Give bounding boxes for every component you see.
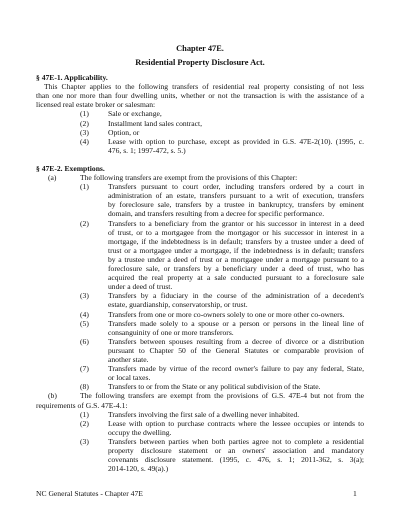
list-item-line: property disclosure statement or an owners' association and mandatory [108,446,364,455]
list-item-line: Lease with option to purchase, except as provided in G.S. 47E-2(10). (1995, c. [108,136,364,146]
list-number: (4) [80,136,89,146]
list-item-line: occupy the dwelling. [108,427,172,437]
footer-title: NC General Statutes - Chapter 47E [36,489,143,498]
list-item-line: consanguinity of one or more transferors. [108,327,234,337]
list-item-line: trust or a mortgagee under a mortgage, if the indebtedness is in default; transfers [108,245,364,255]
list-item-line: or local taxes. [108,373,151,383]
list-item-line: mortgage, if the indebtedness is in default; transfers by a trustee under a deed of [108,236,364,246]
list-item-line: Transfers pursuant to court order, including transfers ordered by a court in [108,182,364,192]
list-item-line: Lease with option to purchase contracts where the lessee occupies or intends to [108,418,364,428]
list-item-line: Transfers from one or more co-owners solely to one or more other co-owners. [108,309,345,319]
paragraph-line: The following transfers are exempt from the provisions of G.S. 47E-4 but not from the [80,391,364,401]
list-item-line: Transfers involving the first sale of a dwelling never inhabited. [108,409,300,419]
list-item-line: Option, or [108,127,140,137]
list-item-line: by a trustee under a deed of trust or a mortgagee under a mortgage pursuant to a [108,254,364,264]
list-item-line: 2014-120, s. 49(a).) [108,464,169,474]
subsection-label: (a) [48,173,57,182]
list-number: (3) [80,291,89,301]
subsection-intro: The following transfers are exempt from the provisions of this Chapter: [80,173,298,182]
list-number: (8) [80,382,89,392]
list-item-line: Installment land sales contract, [108,118,203,128]
list-item-line: foreclosure sale, or transfers by a beneficiary under a deed of trust, who has [108,264,364,273]
list-number: (4) [80,309,89,319]
list-item-line: administration of an estate, transfers pursuant to a writ of execution, transfers [108,191,364,201]
list-number: (1) [80,182,89,192]
list-item-line: 476, s. 1; 1997-472, s. 5.) [108,145,186,155]
list-number: (2) [80,218,89,228]
list-item-line: of trust, or to a mortgagee from the mortgagor or his successor in interest in a [108,227,364,237]
list-item-line: Transfers between parties when both parties agree not to complete a residential [108,436,364,446]
list-number: (5) [80,318,89,328]
paragraph-line: than one nor more than four dwelling units, whether or not the transaction is with the assistance of a [36,91,364,101]
paragraph-line: requirements of G.S. 47E-4.1: [36,400,128,410]
list-item-line: Transfers to or from the State or any political subdivision of the State. [108,382,321,392]
section-heading: § 47E-2. Exemptions. [36,163,105,173]
list-item-line: Sale or exchange, [108,109,162,119]
list-number: (2) [80,118,89,128]
list-item-line: Transfers between spouses resulting from a decree of divorce or a distribution [108,336,364,346]
list-number: (3) [80,127,89,137]
list-item-line: Transfers by a fiduciary in the course of the administration of a decedent's [108,291,364,301]
list-number: (3) [80,436,89,446]
list-number: (1) [80,409,89,419]
list-item-line: pursuant to Chapter 50 of the General Statutes or comparable provision of [108,345,364,355]
list-item-line: acquired the real property at a sale conducted pursuant to a foreclosure sale [108,273,364,283]
subsection-label: (b) [48,391,57,401]
list-item-line: Transfers made solely to a spouse or a person or persons in the lineal line of [108,318,364,328]
list-item-line: by foreclosure sale, transfers by a trustee in bankruptcy, transfers by eminent [108,200,364,210]
list-item-line: estate, guardianship, conservatorship, or trust. [108,300,248,310]
paragraph-line: licensed real estate broker or salesman: [36,100,156,110]
list-number: (2) [80,418,89,428]
section-heading: § 47E-1. Applicability. [36,73,108,82]
list-number: (7) [80,364,89,374]
list-item-line: domain, and transfers resulting from a decree for specific performance. [108,209,325,219]
list-item-line: another state. [108,355,149,364]
chapter-title: Chapter 47E. [176,44,224,53]
act-title: Residential Property Disclosure Act. [135,58,265,67]
paragraph-line: This Chapter applies to the following transfers of residential real property consisting of not less [44,82,364,92]
list-item-line: Transfers to a beneficiary from the grantor or his successor in interest in a deed [108,218,364,228]
list-number: (6) [80,336,89,346]
list-item-line: Transfers made by virtue of the record owner's failure to pay any federal, State, [108,364,364,374]
page-number: 1 [353,489,357,498]
list-item-line: under a deed of trust. [108,282,173,292]
list-number: (1) [80,109,89,119]
list-item-line: covenants disclosure statement. (1995, c. 476, s. 1; 2011-362, s. 3(a); [108,455,364,465]
